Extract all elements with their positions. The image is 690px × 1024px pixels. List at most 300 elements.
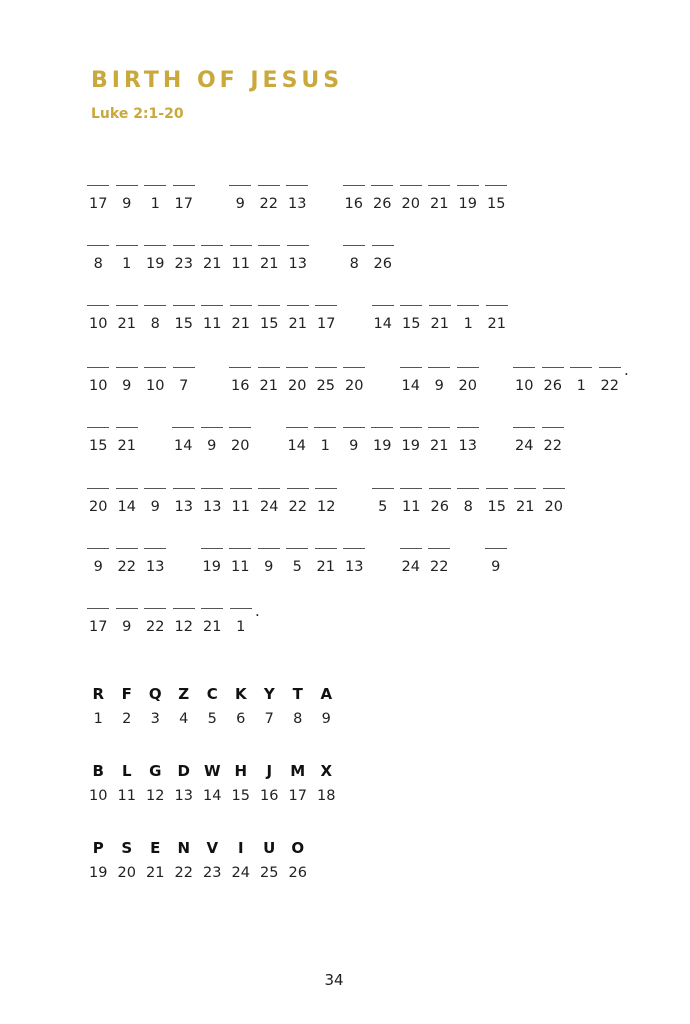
letter-blank[interactable] [343,367,365,368]
puzzle-word [226,183,312,212]
letter-blank[interactable] [172,427,194,428]
letter-blank[interactable] [116,245,138,246]
letter-blank[interactable] [258,245,280,246]
puzzle-word [84,303,341,332]
letter-cell[interactable] [226,425,255,454]
letter-cell[interactable] [454,365,483,394]
cipher-number: 23 [174,256,193,272]
letter-cell[interactable] [369,243,398,272]
letter-cell[interactable] [312,303,341,332]
letter-cell[interactable] [340,546,369,575]
key-number: 13 [174,788,193,804]
cipher-number: 26 [543,378,562,394]
letter-cell[interactable] [84,365,113,394]
cipher-number: 24 [260,499,279,515]
letter-cell[interactable] [198,606,227,635]
letter-cell[interactable] [368,183,397,212]
letter-cell[interactable] [141,183,170,212]
letter-blank[interactable] [87,305,109,306]
letter-cell[interactable] [255,183,284,212]
key-number: 8 [293,711,303,727]
key-entry [113,762,142,805]
cipher-number: 8 [463,499,473,515]
cipher-number: 17 [89,619,108,635]
cipher-number: 20 [89,499,108,515]
letter-blank[interactable] [173,245,195,246]
letter-blank[interactable] [429,488,451,489]
key-entry [198,762,227,805]
cipher-number: 17 [317,316,336,332]
letter-cell[interactable] [312,486,341,515]
letter-blank[interactable] [343,245,365,246]
key-entry [170,762,199,805]
letter-blank[interactable] [258,548,280,549]
cipher-number: 19 [146,256,165,272]
puzzle-line [84,602,293,646]
cipher-number: 20 [288,378,307,394]
key-entry [141,762,170,805]
letter-blank[interactable] [287,245,309,246]
letter-cell[interactable] [170,303,199,332]
letter-blank[interactable] [486,305,508,306]
letter-blank[interactable] [314,427,336,428]
cipher-number: 22 [117,559,136,575]
letter-blank[interactable] [371,427,393,428]
letter-blank[interactable] [144,488,166,489]
letter-cell[interactable] [539,365,568,394]
letter-cell[interactable] [397,303,426,332]
letter-cell[interactable] [425,365,454,394]
letter-blank[interactable] [286,185,308,186]
letter-blank[interactable] [116,427,138,428]
letter-blank[interactable] [144,305,166,306]
letter-blank[interactable] [144,608,166,609]
letter-cell[interactable] [482,183,511,212]
letter-blank[interactable] [429,305,451,306]
letter-cell[interactable] [84,606,113,635]
key-letter: Y [263,685,275,703]
letter-blank[interactable] [286,548,308,549]
cipher-number: 1 [576,378,586,394]
letter-blank[interactable] [258,488,280,489]
letter-blank[interactable] [230,608,252,609]
letter-cell[interactable] [283,183,312,212]
letter-cell[interactable] [311,425,340,454]
letter-blank[interactable] [87,427,109,428]
cipher-number: 17 [89,196,108,212]
letter-cell[interactable] [227,303,256,332]
letter-cell[interactable] [255,486,284,515]
letter-blank[interactable] [201,548,223,549]
letter-cell[interactable] [84,486,113,515]
letter-cell[interactable] [425,425,454,454]
letter-blank[interactable] [457,488,479,489]
cipher-number: 15 [487,196,506,212]
letter-blank[interactable] [400,548,422,549]
letter-cell[interactable] [198,303,227,332]
letter-cell[interactable] [283,425,312,454]
cipher-number: 21 [203,256,222,272]
letter-blank[interactable] [457,427,479,428]
puzzle-line [84,243,425,283]
letter-cell[interactable] [255,303,284,332]
cipher-number: 9 [122,378,132,394]
cipher-number: 22 [146,619,165,635]
letter-cell[interactable] [198,425,227,454]
key-entry [198,685,227,728]
cipher-number: 14 [174,438,193,454]
letter-cell[interactable] [113,183,142,212]
cipher-number: 22 [288,499,307,515]
letter-cell[interactable] [170,365,199,394]
letter-blank[interactable] [286,367,308,368]
cipher-number: 16 [231,378,250,394]
letter-blank[interactable] [287,488,309,489]
letter-blank[interactable] [315,488,337,489]
letter-blank[interactable] [201,245,223,246]
letter-blank[interactable] [229,185,251,186]
key-letter: N [177,839,191,857]
cipher-number: 24 [401,559,420,575]
letter-cell[interactable] [425,183,454,212]
letter-blank[interactable] [201,305,223,306]
letter-blank[interactable] [400,185,422,186]
letter-cell[interactable] [284,303,313,332]
cipher-number: 16 [344,196,363,212]
cipher-number: 5 [378,499,388,515]
letter-blank[interactable] [371,185,393,186]
letter-cell[interactable] [113,546,142,575]
cipher-number: 15 [487,499,506,515]
letter-blank[interactable] [87,185,109,186]
cipher-number: 11 [231,256,250,272]
letter-cell[interactable] [596,365,625,394]
letter-cell[interactable] [227,243,256,272]
letter-cell[interactable] [369,486,398,515]
letter-blank[interactable] [87,367,109,368]
key-entry [255,839,284,882]
letter-cell[interactable] [84,546,113,575]
letter-cell[interactable] [227,606,256,635]
letter-cell[interactable] [141,365,170,394]
key-number: 12 [146,788,165,804]
cipher-number: 9 [122,196,132,212]
letter-blank[interactable] [513,367,535,368]
letter-cell[interactable] [84,183,113,212]
cipher-number: 8 [93,256,103,272]
letter-blank[interactable] [315,305,337,306]
letter-cell[interactable] [540,486,569,515]
letter-cell[interactable] [454,183,483,212]
letter-cell[interactable] [369,303,398,332]
letter-blank[interactable] [144,245,166,246]
letter-cell[interactable] [340,183,369,212]
letter-cell[interactable] [454,425,483,454]
key-row [84,839,312,882]
cipher-number: 20 [401,196,420,212]
letter-cell[interactable] [170,606,199,635]
letter-cell[interactable] [113,486,142,515]
letter-blank[interactable] [428,548,450,549]
letter-blank[interactable] [116,185,138,186]
key-entry [170,839,199,882]
letter-cell[interactable] [368,425,397,454]
letter-cell[interactable] [397,183,426,212]
key-letter: V [206,839,219,857]
key-number: 10 [89,788,108,804]
letter-blank[interactable] [87,608,109,609]
letter-cell[interactable] [198,486,227,515]
letter-cell[interactable] [113,606,142,635]
letter-cell[interactable] [510,365,539,394]
letter-blank[interactable] [229,548,251,549]
letter-blank[interactable] [173,185,195,186]
letter-cell[interactable] [340,425,369,454]
letter-blank[interactable] [87,245,109,246]
cipher-number: 1 [320,438,330,454]
letter-blank[interactable] [201,488,223,489]
letter-cell[interactable] [141,303,170,332]
key-number: 14 [203,788,222,804]
letter-blank[interactable] [287,305,309,306]
letter-cell[interactable] [397,365,426,394]
letter-blank[interactable] [343,185,365,186]
letter-cell[interactable] [170,486,199,515]
letter-blank[interactable] [173,608,195,609]
letter-cell[interactable] [539,425,568,454]
letter-cell[interactable] [397,425,426,454]
puzzle-word [510,361,634,394]
key-letter: K [234,685,247,703]
puzzle-word [397,365,483,394]
letter-blank[interactable] [457,305,479,306]
page-title: BIRTH OF JESUS [91,68,344,93]
letter-blank[interactable] [315,367,337,368]
letter-blank[interactable] [144,185,166,186]
letter-blank[interactable] [87,488,109,489]
key-entry [227,685,256,728]
key-number: 23 [203,865,222,881]
punctuation-mark: . [255,602,260,620]
letter-cell[interactable] [312,546,341,575]
cipher-number: 9 [491,559,501,575]
key-number: 2 [122,711,132,727]
letter-blank[interactable] [343,548,365,549]
letter-cell[interactable] [425,546,454,575]
letter-cell[interactable] [84,243,113,272]
punctuation-mark: . [624,361,629,379]
key-letter: P [92,839,104,857]
letter-blank[interactable] [372,245,394,246]
letter-blank[interactable] [400,488,422,489]
cipher-number: 9 [264,559,274,575]
letter-blank[interactable] [343,427,365,428]
letter-cell[interactable] [84,425,113,454]
cipher-number: 8 [349,256,359,272]
letter-cell[interactable] [226,546,255,575]
letter-blank[interactable] [372,488,394,489]
scripture-reference: Luke 2:1-20 [91,106,184,122]
letter-blank[interactable] [201,608,223,609]
letter-cell[interactable] [141,546,170,575]
key-number: 21 [146,865,165,881]
letter-cell[interactable] [312,365,341,394]
letter-blank[interactable] [428,427,450,428]
letter-cell[interactable] [255,243,284,272]
cipher-number: 13 [345,559,364,575]
letter-blank[interactable] [486,488,508,489]
letter-blank[interactable] [485,548,507,549]
letter-blank[interactable] [116,367,138,368]
letter-cell[interactable] [113,425,142,454]
letter-cell[interactable] [84,303,113,332]
letter-cell[interactable] [284,243,313,272]
cipher-number: 21 [259,378,278,394]
cipher-number: 22 [600,378,619,394]
letter-cell[interactable] [141,606,170,635]
cipher-number: 9 [122,619,132,635]
letter-cell[interactable] [454,486,483,515]
cipher-number: 21 [231,316,250,332]
letter-cell[interactable] [113,303,142,332]
letter-cell[interactable] [255,546,284,575]
letter-cell[interactable] [198,546,227,575]
cipher-number: 22 [259,196,278,212]
cipher-number: 21 [117,316,136,332]
key-entry [284,685,313,728]
letter-cell[interactable] [397,486,426,515]
letter-blank[interactable] [543,488,565,489]
letter-blank[interactable] [201,427,223,428]
letter-cell[interactable] [426,303,455,332]
letter-blank[interactable] [286,427,308,428]
letter-cell[interactable] [483,486,512,515]
letter-blank[interactable] [542,427,564,428]
letter-blank[interactable] [457,367,479,368]
key-letter: S [121,839,133,857]
puzzle-word [397,546,454,575]
puzzle-line [84,303,539,343]
letter-blank[interactable] [400,367,422,368]
page-number: 34 [324,971,344,989]
letter-blank[interactable] [173,367,195,368]
letter-cell[interactable] [113,243,142,272]
letter-cell[interactable] [170,183,199,212]
letter-cell[interactable] [483,303,512,332]
letter-cell[interactable] [482,546,511,575]
cipher-number: 9 [93,559,103,575]
letter-cell[interactable] [283,546,312,575]
key-number: 1 [93,711,103,727]
puzzle-word [84,546,170,575]
puzzle-word [283,425,483,454]
puzzle-word [84,183,198,212]
key-number: 4 [179,711,189,727]
letter-blank[interactable] [116,548,138,549]
letter-cell[interactable] [426,486,455,515]
key-letter: R [92,685,105,703]
letter-cell[interactable] [198,243,227,272]
letter-blank[interactable] [485,185,507,186]
letter-cell[interactable] [340,243,369,272]
letter-blank[interactable] [258,185,280,186]
letter-blank[interactable] [599,367,621,368]
letter-blank[interactable] [457,185,479,186]
letter-blank[interactable] [116,488,138,489]
letter-cell[interactable] [113,365,142,394]
letter-blank[interactable] [400,427,422,428]
letter-cell[interactable] [283,365,312,394]
letter-blank[interactable] [258,305,280,306]
letter-blank[interactable] [513,427,535,428]
cipher-number: 19 [373,438,392,454]
key-letter: H [234,762,248,780]
puzzle-word [169,425,255,454]
letter-blank[interactable] [230,245,252,246]
letter-blank[interactable] [229,427,251,428]
letter-blank[interactable] [230,488,252,489]
letter-blank[interactable] [428,185,450,186]
key-number: 11 [117,788,136,804]
letter-cell[interactable] [226,365,255,394]
cipher-number: 24 [515,438,534,454]
letter-cell[interactable] [169,425,198,454]
letter-cell[interactable] [227,486,256,515]
key-number: 6 [236,711,246,727]
letter-blank[interactable] [144,367,166,368]
letter-blank[interactable] [116,305,138,306]
letter-blank[interactable] [315,548,337,549]
key-row [84,762,341,805]
letter-cell[interactable] [567,365,596,394]
letter-cell[interactable] [255,365,284,394]
cipher-number: 26 [430,499,449,515]
letter-blank[interactable] [542,367,564,368]
letter-blank[interactable] [173,305,195,306]
letter-blank[interactable] [230,305,252,306]
puzzle-line [84,425,595,465]
letter-blank[interactable] [400,305,422,306]
cipher-number: 10 [515,378,534,394]
cipher-number: 21 [430,438,449,454]
letter-blank[interactable] [428,367,450,368]
key-letter: T [292,685,303,703]
cipher-number: 14 [373,316,392,332]
letter-cell[interactable] [284,486,313,515]
letter-blank[interactable] [514,488,536,489]
letter-cell[interactable] [454,303,483,332]
letter-cell[interactable] [170,243,199,272]
key-entry [141,685,170,728]
letter-cell[interactable] [340,365,369,394]
letter-cell[interactable] [397,546,426,575]
letter-blank[interactable] [570,367,592,368]
letter-cell[interactable] [226,183,255,212]
letter-blank[interactable] [229,367,251,368]
cipher-number: 21 [316,559,335,575]
letter-cell[interactable] [141,486,170,515]
letter-blank[interactable] [372,305,394,306]
key-entry [284,839,313,882]
letter-cell[interactable] [511,486,540,515]
letter-blank[interactable] [116,608,138,609]
letter-cell[interactable] [510,425,539,454]
letter-blank[interactable] [144,548,166,549]
letter-blank[interactable] [87,548,109,549]
letter-blank[interactable] [173,488,195,489]
letter-blank[interactable] [258,367,280,368]
letter-cell[interactable] [141,243,170,272]
